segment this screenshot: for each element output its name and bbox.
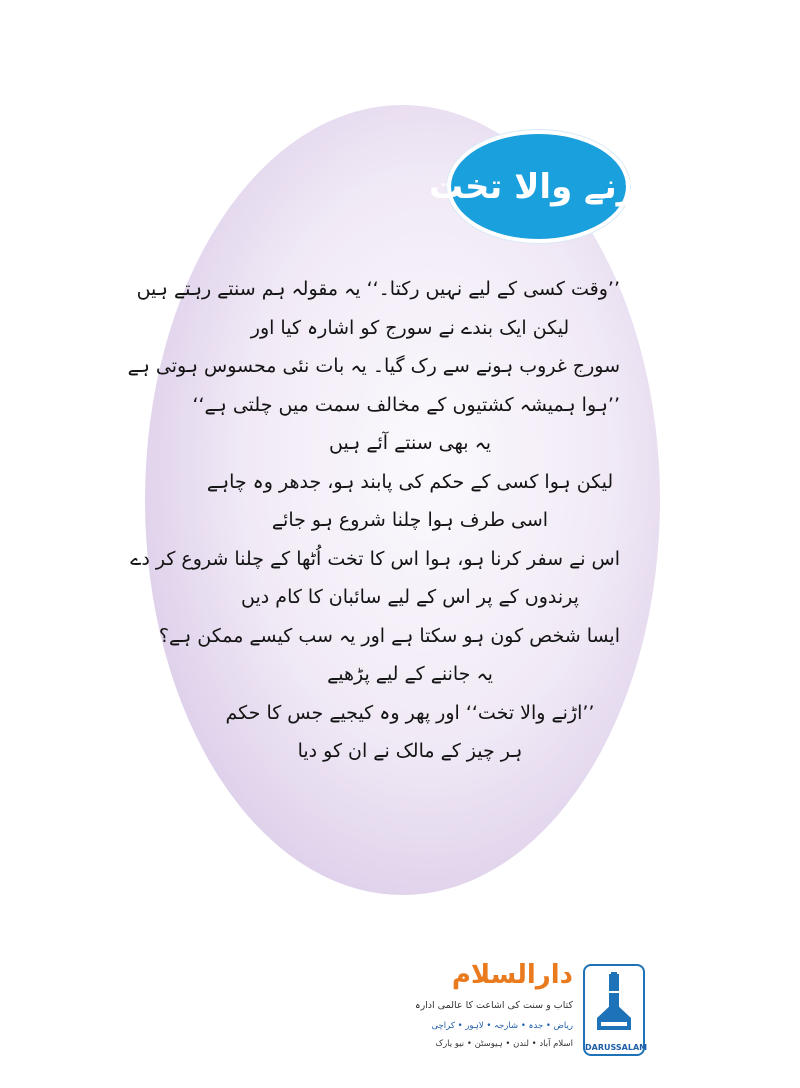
publisher-tagline: کتاب و سنت کی اشاعت کا عالمی ادارہ bbox=[415, 1000, 573, 1011]
poem-line: ’’وقت کسی کے لیے نہیں رکتا۔‘‘ یہ مقولہ ہم سنتے رہتے ہیں bbox=[136, 278, 620, 300]
page-title: اُڑنے والا تخت bbox=[429, 167, 648, 207]
poem-line: اسی طرف ہوا چلنا شروع ہو جائے bbox=[271, 509, 549, 531]
poem-line: اس نے سفر کرنا ہو، ہوا اس کا تخت اُٹھا کے چلنا شروع کر دے bbox=[130, 547, 620, 570]
poem-line: پرندوں کے پر اس کے لیے سائبان کا کام دیں bbox=[241, 586, 579, 608]
poem-line: ہر چیز کے مالک نے ان کو دیا bbox=[297, 740, 523, 762]
publisher-logo bbox=[415, 960, 655, 1070]
emblem-label: DARUSSALAM bbox=[585, 1043, 648, 1052]
poem-line: ’’ہوا ہمیشہ کشتیوں کے مخالف سمت میں چلتی ہے‘‘ bbox=[192, 393, 620, 416]
poem-text bbox=[127, 270, 620, 771]
darussalam-emblem-icon bbox=[583, 964, 648, 1056]
emblem-graphic bbox=[593, 972, 635, 1038]
poem-line: ایسا شخص کون ہو سکتا ہے اور یہ سب کیسے ممکن ہے؟ bbox=[158, 624, 620, 647]
poem-line: لیکن ایک بندے نے سورج کو اشارہ کیا اور bbox=[250, 316, 570, 339]
publisher-name: دارالسلام bbox=[451, 960, 573, 990]
poem-line: یہ جاننے کے لیے پڑھیے bbox=[327, 663, 493, 685]
poem-line: یہ بھی سنتے آئے ہیں bbox=[328, 432, 491, 454]
title-badge bbox=[429, 130, 648, 243]
poem-line: لیکن ہوا کسی کے حکم کی پابند ہو، جدھر وہ چاہے bbox=[206, 470, 614, 493]
publisher-cities: ریاض • جدہ • شارجہ • لاہور • کراچی bbox=[431, 1021, 573, 1031]
poem-line: سورج غروب ہونے سے رک گیا۔ یہ بات نئی محسوس ہوتی ہے bbox=[127, 355, 620, 377]
poem-line: ’’اڑنے والا تخت‘‘ اور پھر وہ کیجیے جس کا حکم bbox=[225, 701, 595, 724]
publisher-cities-secondary: اسلام آباد • لندن • ہیوسٹن • نیو یارک bbox=[435, 1039, 573, 1049]
